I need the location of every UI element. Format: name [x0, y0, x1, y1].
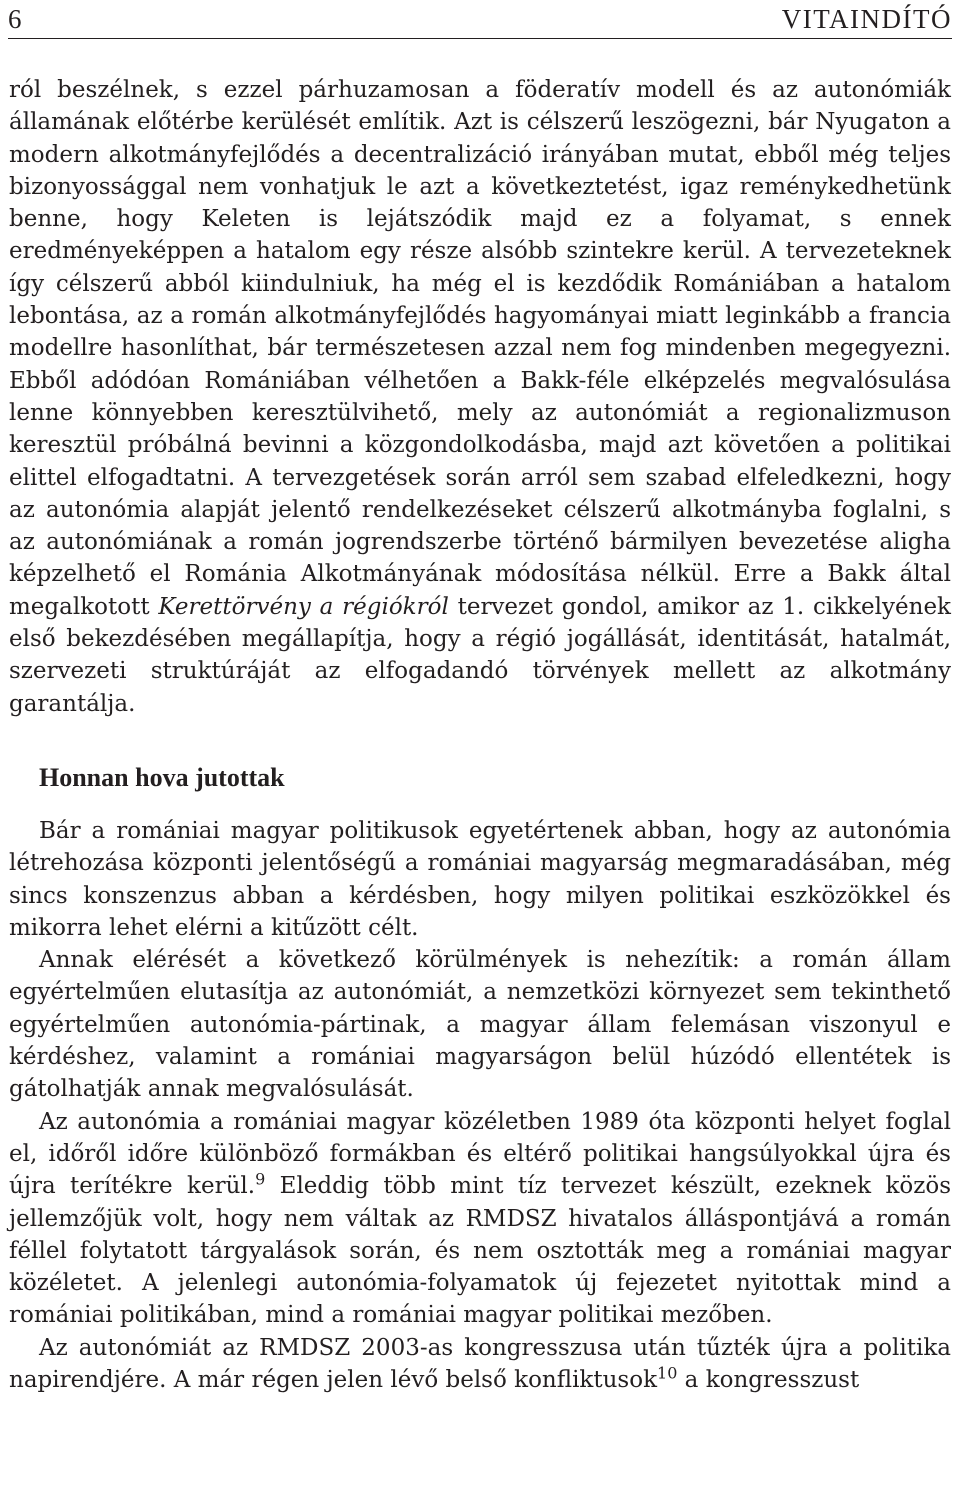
paragraph [9, 815, 951, 944]
text-run: Eleddig több mint tíz tervezet készült, ezeknek közös jellemzőjük volt, hogy nem váltak az RMDSZ hivatalos álláspontjává a román féllel folytatott tárgyalások során, és nem osztották meg a romániai magyar közéletet. A jelenlegi autonómia-folyamatok új fejezetet nyitottak mind a romániai politikában, mind a romániai magyar politikai mezőben. [9, 1173, 951, 1329]
paragraph-continued [9, 74, 951, 720]
running-head [8, 2, 952, 39]
text-run: a kongresszust [677, 1366, 860, 1393]
body-text [9, 74, 951, 1396]
text-run: Az autonómia a romániai magyar közéletben 1989 óta központi helyet foglal el, időről időre különböző formákban és eltérő politikai hangsúlyokkal újra és újra terítékre kerül. [9, 1108, 951, 1200]
paragraph [9, 944, 951, 1105]
running-title: VITAINDÍTÓ [781, 4, 952, 34]
text-run: tervezet gondol, amikor az 1. cikkelyének első bekezdésében megállapítja, hogy a régió jogállását, identitását, hatalmát, szervezeti struktúráját az elfogadandó törvények mellett az alkotmány garantálja. [9, 593, 951, 717]
paragraph [9, 1106, 951, 1332]
footnote-marker: 9 [255, 1169, 266, 1189]
text-run: Annak elérését a következő körülmények is nehezítik: a román állam egyértelműen elutasítja az autonómiát, a nemzetközi környezet sem tekinthető egyértelműen autonómia-pártinak, a magyar állam felemásan viszonyul e kérdéshez, valamint a romániai magyarságon belül húzódó ellentétek is gátolhatják annak megvalósulását. [9, 947, 951, 1103]
footnote-marker: 10 [657, 1363, 678, 1383]
italic-title: Kerettörvény a régiókról [158, 593, 449, 620]
section-heading: Honnan hova jutottak [39, 762, 285, 792]
text-run: ról beszélnek, s ezzel párhuzamosan a föderatív modell és az autonómiák államának előtérbe kerülését említik. Azt is célszerű leszögezni, bár Nyugaton a modern alkotmányfejlődés a decentralizáció irányában mutat, ebből még teljes bizonyossággal nem vonhatjuk le azt a következtetést, igaz reménykedhetünk benne, hogy Keleten is lejátszódik majd ez a folyamat, s ennek eredményeképpen a hatalom egy része alsóbb szintekre kerül. A tervezeteknek így célszerű abból kiindulniuk, ha még el is kezdődik Romániában a hatalom lebontása, az a román alkotmányfejlődés hagyományai miatt leginkább a francia modellre hasonlíthat, bár természetesen azzal nem fog mindenben megegyezni. Ebből adódóan Romániában vélhetően a Bakk-féle elképzelés megvalósulása lenne könnyebben keresztülvihető, mely az autonómiát a regionalizmuson keresztül próbálná bevinni a közgondolkodásba, majd azt követően a politikai elittel elfogadtatni. A tervezgetések során arról sem szabad elfeledkezni, hogy az autonómia alapját jelentő rendelkezéseket célszerű alkotmányba foglalni, s az autonómiának a román jogrendszerbe történő bármilyen bevezetése aligha képzelhető el Románia Alkotmányának módosítása nélkül. Erre a Bakk által megalkotott [9, 77, 951, 620]
page-number: 6 [8, 4, 22, 34]
text-run: Az autonómiát az RMDSZ 2003-as kongresszusa után tűzték újra a politika napirendjére. A már régen jelen lévő belső konfliktusok [9, 1334, 951, 1393]
text-run: Bár a romániai magyar politikusok egyetértenek abban, hogy az autonómia létrehozása központi jelentőségű a romániai magyarság megmaradásában, még sincs konszenzus abban a kérdésben, hogy milyen politikai eszközökkel és mikorra lehet elérni a kitűzött célt. [9, 817, 951, 941]
paragraph [9, 1332, 951, 1397]
